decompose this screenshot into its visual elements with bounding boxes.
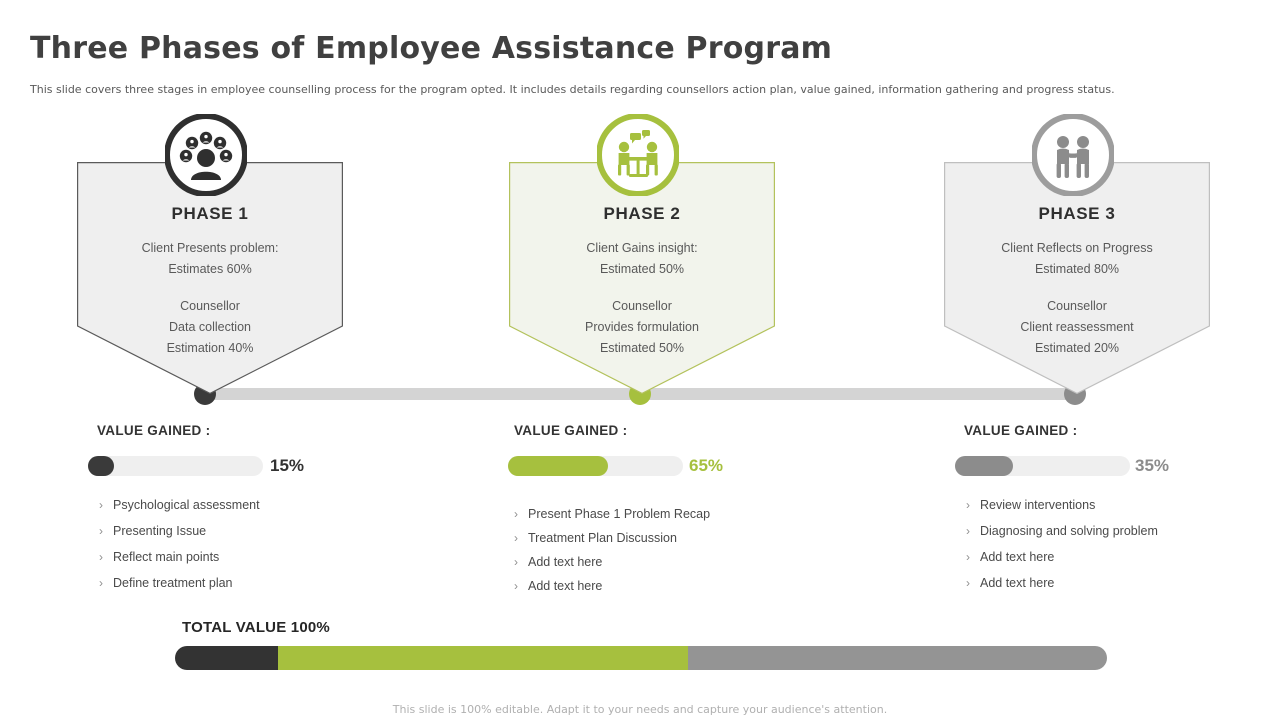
chevron-right-icon: › [99, 498, 103, 512]
list-item[interactable] [966, 522, 1191, 540]
value-gained-track-2[interactable] [508, 456, 683, 476]
phase-counsellor-label-3: Counsellor [1047, 299, 1107, 313]
list-item[interactable] [514, 553, 764, 571]
page-subtitle: This slide covers three stages in employee counselling process for the program opted. It includes details regarding counsellors action plan, value gained, information gathering and progress status. [30, 83, 1115, 96]
value-gained-label-3: VALUE GAINED : [964, 423, 1078, 438]
value-gained-track-3[interactable] [955, 456, 1130, 476]
bullet-list-2 [514, 505, 764, 601]
phase-column-1 [0, 0, 420, 720]
list-item[interactable] [99, 548, 329, 566]
value-gained-track-1[interactable] [88, 456, 263, 476]
list-item[interactable] [514, 577, 764, 595]
list-item-label: Add text here [528, 555, 603, 569]
list-item-label: Add text here [980, 550, 1055, 564]
list-item[interactable] [966, 574, 1191, 592]
phase-title-1: PHASE 1 [171, 204, 249, 223]
phase-client-line-2b: Estimated 50% [599, 262, 685, 276]
value-gained-fill-3 [955, 456, 1013, 476]
total-value-bar[interactable] [175, 646, 1107, 670]
phase-client-line-3b: Estimated 80% [1034, 262, 1120, 276]
list-item-label: Reflect main points [113, 550, 220, 564]
value-gained-percent-1: 15% [270, 456, 305, 475]
phase-title-3: PHASE 3 [1038, 204, 1116, 223]
footer-note: This slide is 100% editable. Adapt it to your needs and capture your audience's attention. [392, 703, 888, 716]
phase-client-line-3a: Client Reflects on Progress [1001, 241, 1153, 255]
page-title: Three Phases of Employee Assistance Program [30, 31, 833, 66]
chevron-right-icon: › [966, 498, 970, 512]
list-item-label: Present Phase 1 Problem Recap [528, 507, 711, 521]
chevron-right-icon: › [99, 576, 103, 590]
phase-column-2 [432, 0, 852, 720]
chevron-right-icon: › [514, 555, 518, 569]
value-gained-percent-3: 35% [1135, 456, 1170, 475]
phase-2-segment [278, 646, 688, 670]
list-item[interactable] [99, 496, 329, 514]
phase-counsellor-line-2b: Estimated 50% [599, 341, 685, 355]
value-gained-label-2: VALUE GAINED : [514, 423, 628, 438]
list-item[interactable] [99, 522, 329, 540]
phase-counsellor-line-2a: Provides formulation [585, 320, 699, 334]
total-value-label: TOTAL VALUE 100% [182, 619, 330, 636]
phase-counsellor-line-3b: Estimated 20% [1034, 341, 1120, 355]
phase-card-1[interactable] [77, 162, 343, 394]
phase-counsellor-line-1b: Estimation 40% [166, 341, 254, 355]
list-item-label: Diagnosing and solving problem [980, 524, 1158, 538]
list-item[interactable] [966, 496, 1191, 514]
phase-card-3[interactable] [944, 162, 1210, 394]
meeting-discussion-icon [597, 114, 679, 196]
chevron-right-icon: › [514, 579, 518, 593]
spacer [944, 280, 1210, 296]
chevron-right-icon: › [966, 524, 970, 538]
chevron-right-icon: › [966, 550, 970, 564]
chevron-right-icon: › [99, 550, 103, 564]
value-gained-fill-1 [88, 456, 114, 476]
value-gained-fill-2 [508, 456, 608, 476]
phase-1-segment [175, 646, 278, 670]
list-item[interactable] [514, 505, 764, 523]
list-item[interactable] [966, 548, 1191, 566]
phase-3-segment [688, 646, 1107, 670]
value-gained-percent-2: 65% [689, 456, 724, 475]
bullet-list-1 [99, 496, 329, 600]
list-item-label: Add text here [528, 579, 603, 593]
phase-counsellor-label-1: Counsellor [180, 299, 240, 313]
list-item-label: Add text here [980, 576, 1055, 590]
phase-counsellor-line-3a: Client reassessment [1020, 320, 1134, 334]
list-item-label: Define treatment plan [113, 576, 233, 590]
phase-counsellor-label-2: Counsellor [612, 299, 672, 313]
phase-column-3 [867, 0, 1280, 720]
phase-client-line-1b: Estimates 60% [168, 262, 252, 276]
list-item-label: Review interventions [980, 498, 1096, 512]
list-item-label: Psychological assessment [113, 498, 260, 512]
phase-title-2: PHASE 2 [603, 204, 681, 223]
phase-counsellor-line-1a: Data collection [169, 320, 251, 334]
group-people-icon [165, 114, 247, 196]
value-gained-label-1: VALUE GAINED : [97, 423, 211, 438]
list-item[interactable] [99, 574, 329, 592]
list-item-label: Presenting Issue [113, 524, 207, 538]
bullet-list-3 [966, 496, 1191, 600]
phase-client-line-1a: Client Presents problem: [141, 241, 279, 255]
chevron-right-icon: › [966, 576, 970, 590]
list-item[interactable] [514, 529, 764, 547]
spacer [77, 280, 343, 296]
handshake-people-icon [1032, 114, 1114, 196]
spacer [509, 280, 775, 296]
chevron-right-icon: › [99, 524, 103, 538]
phase-client-line-2a: Client Gains insight: [586, 241, 698, 255]
phase-card-2[interactable] [509, 162, 775, 394]
chevron-right-icon: › [514, 531, 518, 545]
list-item-label: Treatment Plan Discussion [528, 531, 677, 545]
chevron-right-icon: › [514, 507, 518, 521]
